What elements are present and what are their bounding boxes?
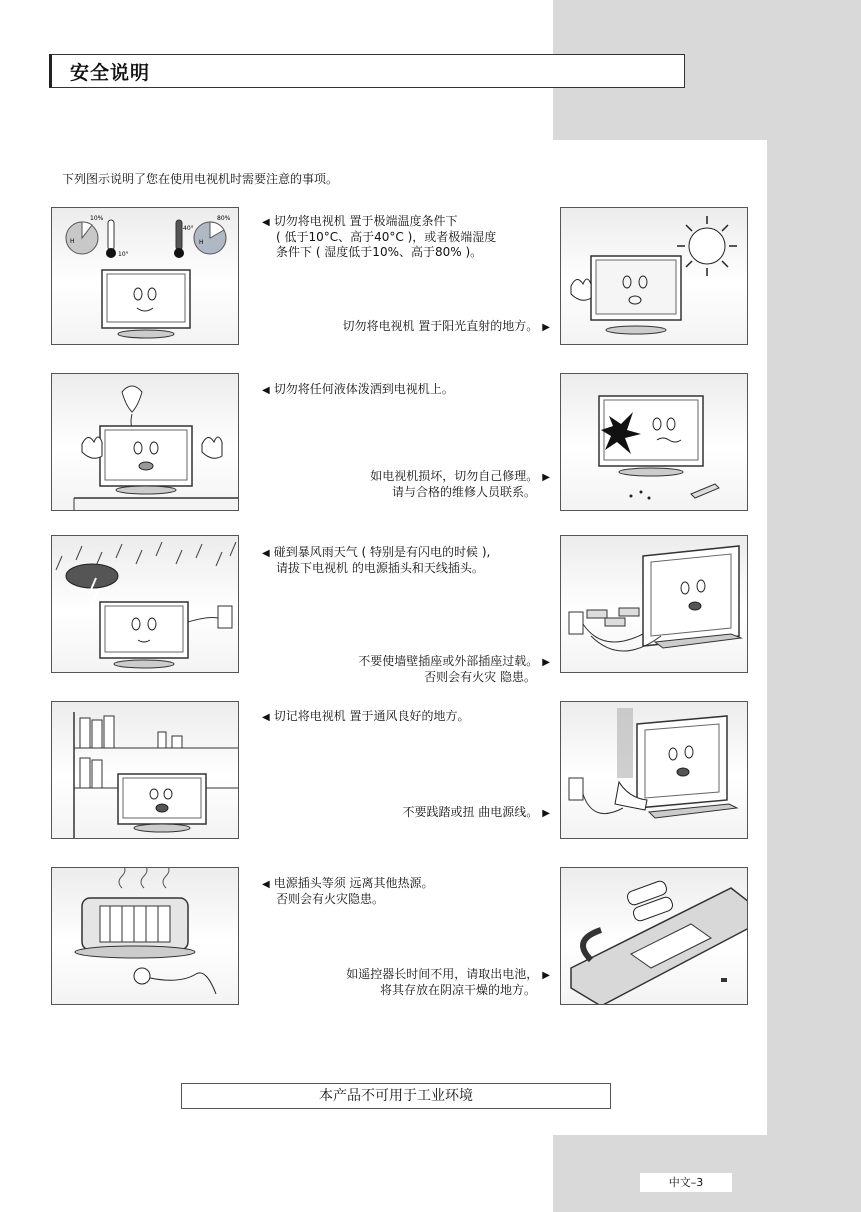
note-1-right [342,319,550,335]
note-5-left-line-2: 否则会有火灾隐患。 [276,892,385,906]
note-2-left [262,382,454,398]
decorative-gray-bar-right [767,0,861,1212]
left-pointer-icon: ◀ [262,548,270,559]
illustration-extreme-conditions [51,207,239,345]
note-3-right-line-2: 否则会有火灾 隐患。 [424,670,536,684]
right-pointer-icon: ▶ [542,970,550,981]
note-3-left [262,545,490,576]
note-1-left-line-2: ( 低于10°C、高于40°C )，或者极端湿度 [276,230,497,244]
illustration-heat-source [51,867,239,1005]
note-4-right [402,805,550,821]
note-1-left [262,214,496,260]
note-5-left [262,876,434,907]
note-1-left-line-3: 条件下 ( 湿度低于10%、高于80% )。 [276,245,483,259]
note-2-right [370,469,550,500]
temp-low-label: 10° [118,251,129,258]
intro-text: 下列图示说明了您在使用电视机时需要注意的事项。 [62,172,339,186]
right-pointer-icon: ▶ [542,657,550,668]
page-title: 安全说明 [70,62,151,84]
temp-high-label: 40° [183,225,194,232]
left-pointer-icon: ◀ [262,385,270,396]
note-3-right [358,654,550,685]
illustration-power-cord [560,701,748,839]
illustration-damaged-tv [560,373,748,511]
note-3-right-line-1: 不要使墙壁插座或外部插座过载。 [358,654,539,668]
right-pointer-icon: ▶ [542,322,550,333]
note-1-right-line-1: 切勿将电视机 置于阳光直射的地方。 [342,319,539,333]
illustration-ventilation [51,701,239,839]
illustration-outlet-overload [560,535,748,673]
note-5-left-line-1: 电源插头等须 远离其他热源。 [273,876,434,890]
right-pointer-icon: ▶ [542,472,550,483]
humidity-low-label: 10% [90,215,104,222]
right-pointer-icon: ▶ [542,808,550,819]
note-4-left [262,709,470,725]
footer-notice [181,1083,611,1109]
note-2-left-line-1: 切勿将任何液体泼洒到电视机上。 [273,382,454,396]
humidity-low-h-label: H [70,238,75,245]
left-pointer-icon: ◀ [262,217,270,228]
illustration-direct-sunlight [560,207,748,345]
note-4-left-line-1: 切记将电视机 置于通风良好的地方。 [273,709,470,723]
illustration-remote-battery [560,867,748,1005]
left-pointer-icon: ◀ [262,712,270,723]
note-2-right-line-1: 如电视机损坏，切勿自己修理。 [370,469,539,483]
note-1-left-line-1: 切勿将电视机 置于极端温度条件下 [273,214,458,228]
note-2-right-line-2: 请与合格的维修人员联系。 [391,485,536,499]
note-3-left-line-1: 碰到暴风雨天气 ( 特别是有闪电的时候 ), [273,545,491,559]
note-5-right-line-2: 将其存放在阴凉干燥的地方。 [379,983,536,997]
illustration-liquid-spill [51,373,239,511]
humidity-high-h-label: H [199,239,204,246]
note-5-right [346,967,550,998]
page-number: 中文–3 [640,1173,732,1192]
humidity-high-label: 80% [217,215,231,222]
section-title-box [49,54,685,88]
illustration-storm-unplug [51,535,239,673]
note-3-left-line-2: 请拔下电视机 的电源插头和天线插头。 [276,561,484,575]
left-pointer-icon: ◀ [262,879,270,890]
note-4-right-line-1: 不要践踏或扭 曲电源线。 [402,805,539,819]
note-5-right-line-1: 如遥控器长时间不用，请取出电池， [346,967,539,981]
footer-notice-text: 本产品不可用于工业环境 [319,1088,473,1104]
